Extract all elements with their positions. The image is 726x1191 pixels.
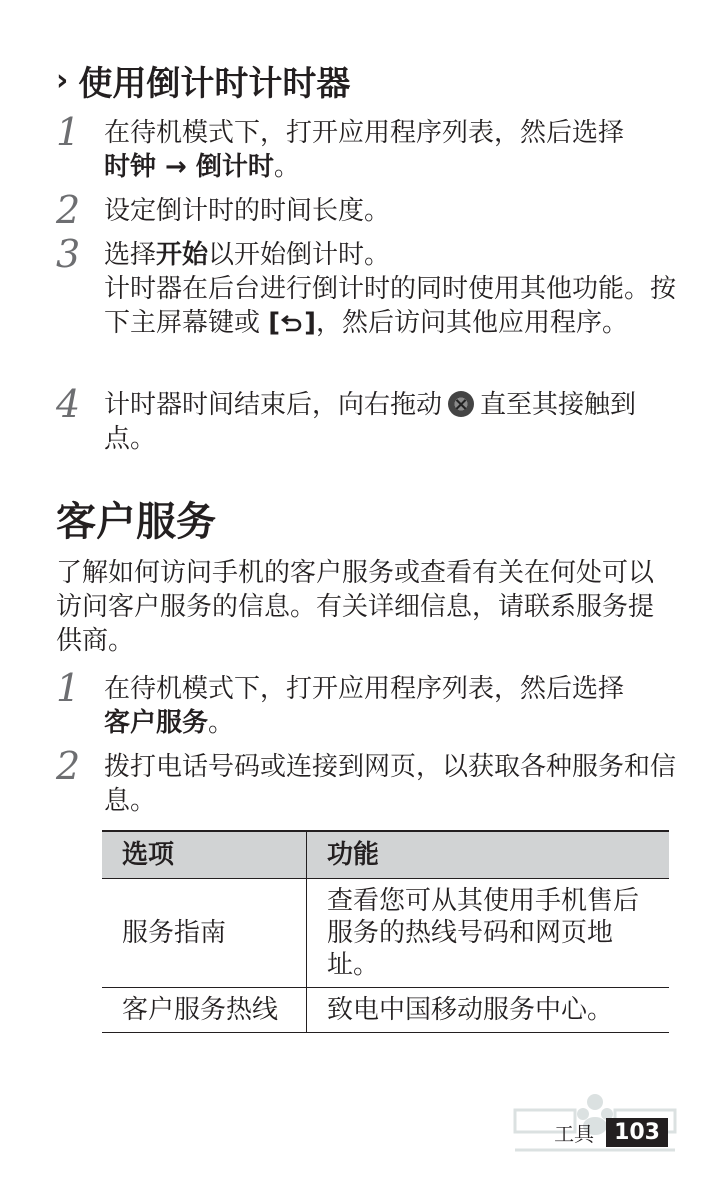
step-3: [56, 232, 677, 340]
back-arrow-icon: [280, 313, 304, 333]
step-number: 2: [56, 744, 81, 788]
table-header-cell: 选项: [102, 831, 307, 879]
intro-paragraph: 了解如何访问手机的客户服务或查看有关在何处可以访问客户服务的信息。有关详细信息，请联系服务提供商。: [56, 558, 655, 656]
step-text: 在待机模式下，打开应用程序列表，然后选择 时钟 → 倒计时。: [104, 118, 625, 182]
step-number: 1: [56, 110, 81, 154]
table-row: [102, 879, 669, 988]
options-table: [102, 830, 669, 1033]
menu-path: 客户服务: [104, 708, 209, 738]
step-text: 计时器时间结束后，向右拖动× 直至其接触到点。: [104, 388, 676, 456]
section-title-customer-service: 客户服务: [56, 499, 216, 545]
step-number: 4: [56, 382, 81, 426]
step-1: [56, 110, 676, 184]
menu-path: 时钟 → 倒计时: [104, 152, 274, 182]
close-circle-icon: [448, 391, 474, 417]
step-note: 计时器在后台进行倒计时的同时使用其他功能。按下主屏幕键或 [ ]，然后访问其他应用程序。: [104, 274, 677, 338]
step-number: 3: [56, 232, 81, 276]
table-cell: 致电中国移动服务中心。: [307, 988, 670, 1033]
start-label: 开始: [156, 240, 209, 270]
step-2: [56, 188, 676, 232]
step-number: 1: [56, 666, 81, 710]
table-header-row: [102, 831, 669, 879]
table-cell: 服务指南: [102, 879, 307, 988]
step-text: 在待机模式下，打开应用程序列表，然后选择 客户服务。: [104, 674, 625, 738]
cs-step-1: [56, 666, 676, 740]
step-text: 拨打电话号码或连接到网页，以获取各种服务和信息。: [104, 752, 677, 816]
section-title-text: 使用倒计时计时器: [78, 64, 351, 104]
step-4: [56, 382, 676, 456]
section-title-countdown: [56, 56, 350, 105]
table-cell: 客户服务热线: [102, 988, 307, 1033]
table-row: [102, 988, 669, 1033]
table-cell: 查看您可从其使用手机售后服务的热线号码和网页地址。: [307, 879, 670, 988]
step-text: 设定倒计时的时间长度。: [104, 196, 391, 226]
cs-step-2: [56, 744, 677, 818]
step-number: 2: [56, 188, 81, 232]
step-text: 选择开始以开始倒计时。: [104, 240, 391, 270]
table-header-cell: 功能: [307, 831, 670, 879]
chevron-right-icon: ›: [56, 63, 69, 98]
page-footer: [554, 1118, 668, 1147]
page-number: 103: [606, 1118, 668, 1147]
chapter-name: 工具: [554, 1122, 595, 1146]
